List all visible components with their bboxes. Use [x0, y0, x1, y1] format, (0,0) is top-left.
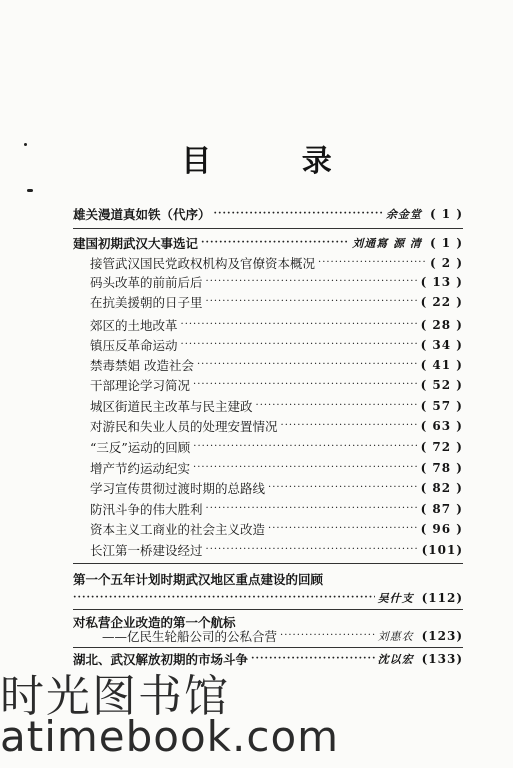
toc-subentry [90, 521, 463, 537]
entry-page: (112) [421, 591, 463, 605]
toc-subentry [90, 317, 463, 333]
leader-dots [193, 439, 417, 455]
leader-dots [197, 357, 418, 373]
entry-title: 资本主义工商业的社会主义改造 [90, 522, 266, 537]
entry-subtitle: ——亿民生轮船公司的公私合营 [102, 629, 278, 644]
entry-page: ( 96 ) [420, 522, 463, 536]
toc-subentry [90, 480, 463, 496]
toc-subentry [90, 501, 463, 517]
leader-dots [280, 628, 375, 644]
leader-dots [206, 501, 418, 517]
entry-title: 第一个五年计划时期武汉地区重点建设的回顾 [73, 572, 324, 587]
entry-title: 镇压反革命运动 [90, 338, 178, 353]
entry-title: 防汛斗争的伟大胜利 [90, 502, 203, 517]
page-title: 目 录 [181, 144, 372, 179]
entry-title: 码头改革的前前后后 [90, 275, 203, 290]
entry-title: 增产节约运动纪实 [90, 461, 191, 476]
leader-dots [206, 542, 419, 558]
toc-subentry [90, 337, 463, 353]
leader-dots [193, 377, 418, 393]
divider-rule [73, 228, 463, 229]
divider-rule [73, 609, 463, 610]
entry-page: ( 1 ) [429, 207, 463, 221]
entry-title: 对游民和失业人员的处理安置情况 [90, 419, 278, 434]
entry-title: 学习宣传贯彻过渡时期的总路线 [90, 481, 266, 496]
leader-dots [268, 521, 418, 537]
entry-author: 刘惠农 [377, 630, 414, 643]
entry-author: 余金堂 [385, 208, 422, 221]
entry-page: ( 52 ) [420, 378, 463, 392]
entry-page: ( 34 ) [420, 338, 463, 352]
entry-page: ( 13 ) [420, 275, 463, 289]
entry-page: ( 78 ) [420, 461, 463, 475]
leader-dots [181, 317, 418, 333]
entry-page: ( 63 ) [420, 419, 463, 433]
entry-page: (123) [421, 629, 463, 643]
leader-dots [201, 235, 349, 251]
entry-title: 建国初期武汉大事选记 [73, 236, 199, 251]
watermark-line1: 时光图书馆 [0, 671, 230, 722]
entry-page: ( 1 ) [429, 236, 463, 250]
toc-entry [73, 590, 463, 606]
leader-dots [251, 651, 375, 667]
toc-subentry [90, 398, 463, 414]
entry-page: (101) [421, 543, 463, 557]
entry-page: ( 87 ) [420, 502, 463, 516]
entry-title: 对私营企业改造的第一个航标 [73, 615, 236, 630]
entry-title: 干部理论学习简况 [90, 378, 191, 393]
entry-page: ( 72 ) [420, 440, 463, 454]
entry-title: 接管武汉国民党政权机构及官僚资本概况 [90, 256, 316, 271]
divider-rule [73, 647, 463, 648]
toc-subentry [90, 460, 463, 476]
toc-entry [102, 628, 463, 644]
toc-subentry [90, 294, 463, 310]
leader-dots [214, 206, 383, 222]
leader-dots [256, 398, 418, 414]
divider-rule [73, 563, 463, 564]
entry-title: 城区街道民主改革与民主建政 [90, 399, 253, 414]
entry-page: (133) [421, 652, 463, 666]
entry-title: 长江第一桥建设经过 [90, 543, 203, 558]
entry-page: ( 2 ) [429, 256, 463, 270]
toc-subentry [90, 542, 463, 558]
entry-page: ( 57 ) [420, 399, 463, 413]
leader-dots [193, 460, 418, 476]
entry-author: 刘通寫 源 清 [352, 237, 422, 250]
toc-subentry [90, 377, 463, 393]
toc-subentry [90, 255, 463, 271]
entry-author: 吴什支 [377, 592, 414, 605]
leader-dots [281, 418, 418, 434]
leader-dots [268, 480, 418, 496]
toc-subentry [90, 357, 463, 373]
entry-title: 郊区的土地改革 [90, 318, 178, 333]
entry-title: 湖北、武汉解放初期的市场斗争 [73, 652, 249, 667]
leader-dots [181, 337, 418, 353]
entry-page: ( 22 ) [420, 295, 463, 309]
entry-page: ( 41 ) [420, 358, 463, 372]
entry-title: 在抗美援朝的日子里 [90, 295, 203, 310]
leader-dots [206, 294, 418, 310]
toc-subentry [90, 418, 463, 434]
leader-dots [206, 274, 418, 290]
entry-author: 沈以宏 [377, 653, 414, 666]
scan-speck [27, 189, 33, 192]
toc-entry [73, 235, 463, 251]
entry-page: ( 28 ) [420, 318, 463, 332]
leader-dots [318, 255, 427, 271]
toc-subentry [90, 439, 463, 455]
toc-entry [73, 206, 463, 222]
entry-title: “三反”运动的回顾 [90, 440, 191, 455]
entry-title: 禁毒禁娼 改造社会 [90, 358, 194, 373]
entry-title: 雄关漫道真如铁（代序） [73, 207, 211, 222]
watermark-line2: atimebook.com [0, 712, 340, 761]
entry-page: ( 82 ) [420, 481, 463, 495]
toc-subentry [90, 274, 463, 290]
leader-dots [73, 590, 375, 606]
